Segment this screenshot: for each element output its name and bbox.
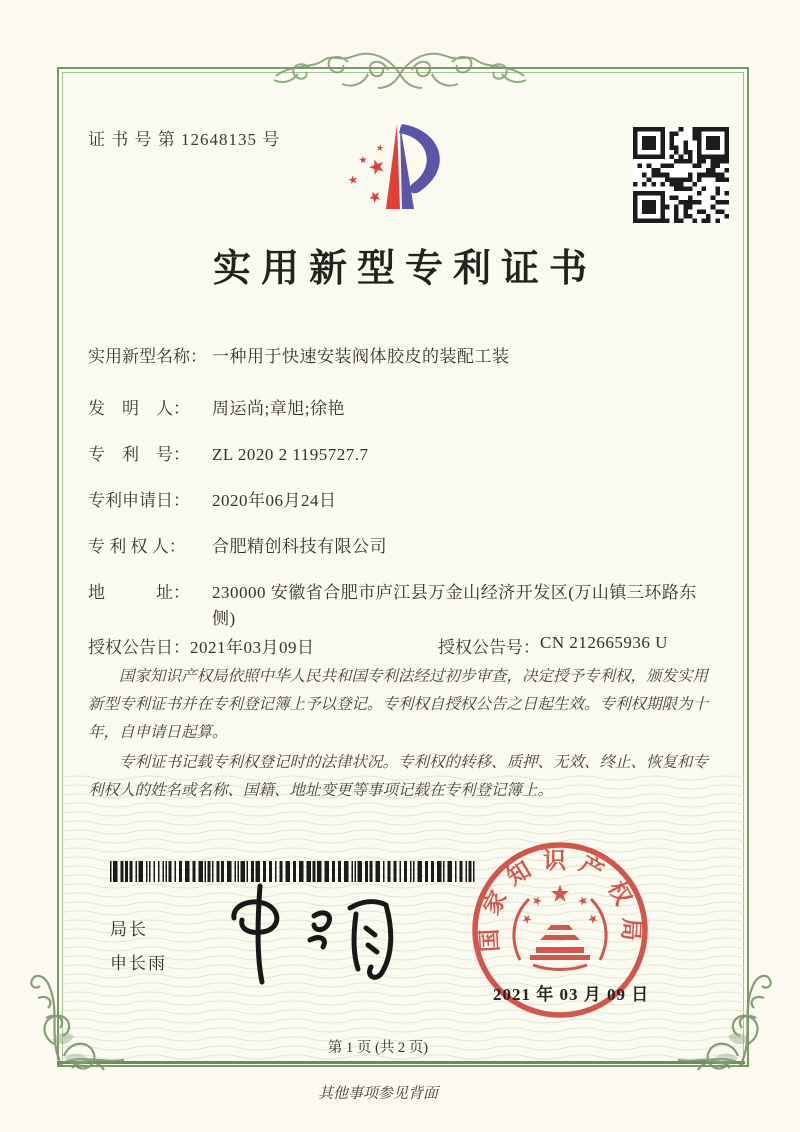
- director-name: 申长雨: [110, 954, 167, 973]
- grant-number-value: CN 212665936 U: [540, 633, 668, 652]
- seal-text: 国家知识产权局: [476, 848, 644, 953]
- page-number: 第 1 页 (共 2 页): [327, 1040, 429, 1056]
- director-title: 局长: [110, 920, 148, 939]
- field-value: 一种用于快速安装阀体胶皮的装配工装: [212, 347, 510, 366]
- field-row-patentee: [88, 534, 702, 560]
- field-label: 实用新型名称：: [88, 347, 207, 366]
- legal-text: [88, 663, 716, 807]
- field-label: 专 利 号：: [88, 445, 190, 464]
- back-note: 其他事项参见背面: [317, 1086, 438, 1102]
- field-value: ZL 2020 2 1195727.7: [212, 445, 369, 464]
- certificate-title: 实用新型专利证书: [212, 248, 597, 290]
- seal-date: 2021 年 03 月 09 日: [493, 985, 650, 1004]
- field-row-inventors: [88, 396, 702, 422]
- field-value: 周运尚;章旭;徐艳: [212, 399, 345, 418]
- certificate-number: 证 书 号 第 12648135 号: [88, 130, 281, 149]
- frame-bottom-accent: [57, 1060, 745, 1064]
- certificate-border-frame: [57, 67, 749, 1067]
- field-value: 合肥精创科技有限公司: [212, 537, 387, 556]
- grant-date-label: 授权公告日：: [88, 638, 190, 657]
- legal-paragraph-1: 国家知识产权局依照中华人民共和国专利法经过初步审查，决定授予专利权，颁发实用新型专利证书并在专利登记簿上予以登记。专利权自授权公告之日起生效。专利权期限为十年，自申请日起算。: [88, 668, 709, 741]
- field-row-filing-date: [88, 488, 702, 514]
- field-value: 230000 安徽省合肥市庐江县万金山经济开发区(万山镇三环路东侧): [212, 583, 697, 628]
- field-row-address: [88, 580, 702, 632]
- field-row-grant: [88, 633, 668, 658]
- field-label: 发 明 人：: [88, 399, 190, 418]
- grant-number-label: 授权公告号：: [438, 638, 540, 657]
- field-row-patent-number: [88, 442, 702, 468]
- legal-paragraph-2: 专利证书记载专利权登记时的法律状况。专利权的转移、质押、无效、终止、恢复和专利权人的姓名或名称、国籍、地址变更等事项记载在专利登记簿上。: [88, 754, 709, 799]
- grant-date-value: 2021年03月09日: [190, 638, 315, 657]
- field-label: 地 址：: [88, 583, 190, 602]
- field-value: 2020年06月24日: [212, 491, 337, 510]
- field-row-name: [88, 344, 702, 370]
- field-label: 专利申请日：: [88, 491, 190, 510]
- field-label: 专 利 权 人：: [88, 537, 186, 556]
